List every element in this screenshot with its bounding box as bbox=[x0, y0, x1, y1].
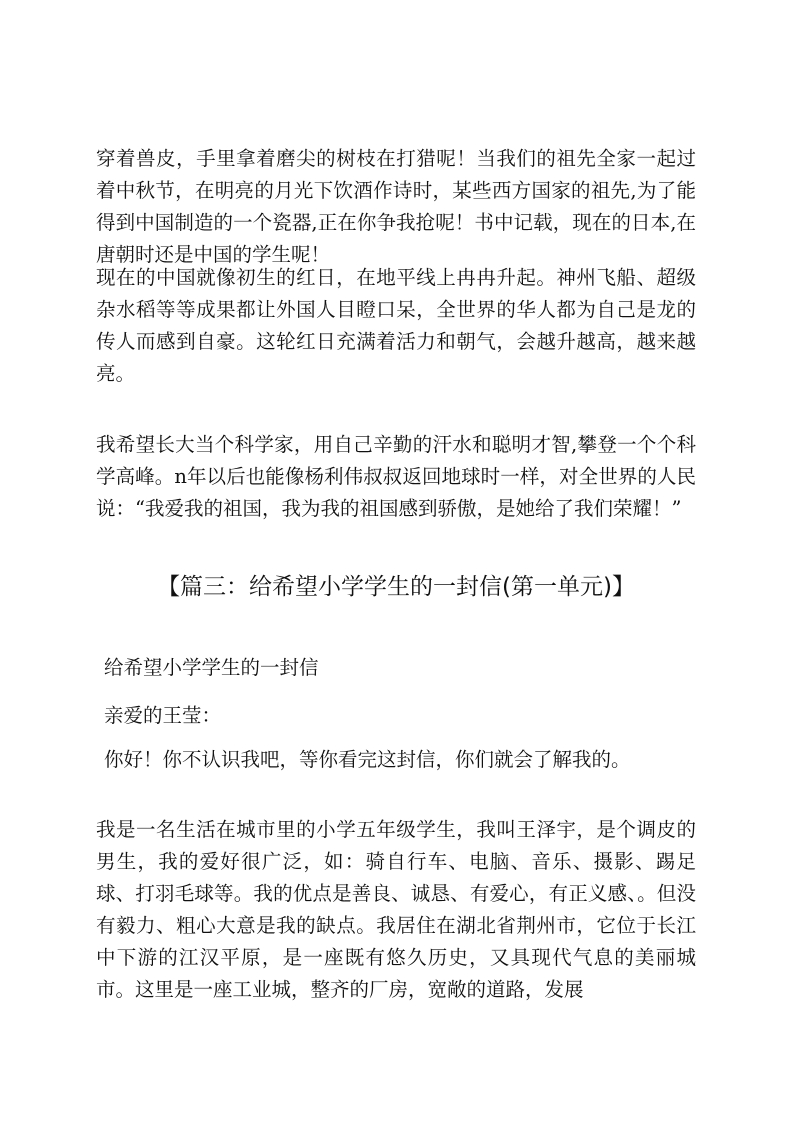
paragraph-ancestors: 穿着兽皮，手里拿着磨尖的树枝在打猎呢！当我们的祖先全家一起过着中秋节，在明亮的月光下饮酒作诗时，某些西方国家的祖先,为了能得到中国制造的一个瓷器,正在你争我抢呢！书中记载，现在的日本,在唐朝时还是中国的学生呢！ bbox=[96, 147, 696, 266]
letter-title: 给希望小学学生的一封信 bbox=[104, 656, 319, 679]
letter-salutation: 亲爱的王莹： bbox=[104, 704, 222, 727]
section-heading: 【篇三：给希望小学学生的一封信(第一单元)】 bbox=[157, 574, 635, 600]
paragraph-scientist-wish: 我希望长大当个科学家，用自己辛勤的汗水和聪明才智,攀登一个个科学高峰。n年以后也能像杨利伟叔叔返回地球时一样，对全世界的人民说：“我爱我的祖国，我为我的祖国感到骄傲，是她给了我们荣耀！” bbox=[96, 433, 696, 520]
paragraph-rising-sun: 现在的中国就像初生的红日，在地平线上冉冉升起。神州飞船、超级杂水稻等等成果都让外国人目瞪口呆，全世界的华人都为自己是龙的传人而感到自豪。这轮红日充满着活力和朝气，会越升越高，越来越亮。 bbox=[96, 266, 696, 385]
letter-greeting: 你好！你不认识我吧，等你看完这封信，你们就会了解我的。 bbox=[104, 748, 631, 771]
letter-body-paragraph: 我是一名生活在城市里的小学五年级学生，我叫王泽宇，是个调皮的男生，我的爱好很广泛，如：骑自行车、电脑、音乐、摄影、踢足球、打羽毛球等。我的优点是善良、诚恳、有爱心，有正义感、。但没有毅力、粗心大意是我的缺点。我居住在湖北省荆州市，它位于长江中下游的江汉平原，是一座既有悠久历史，又具现代气息的美丽城市。这里是一座工业城，整齐的厂房，宽敞的道路，发展 bbox=[96, 818, 696, 1001]
